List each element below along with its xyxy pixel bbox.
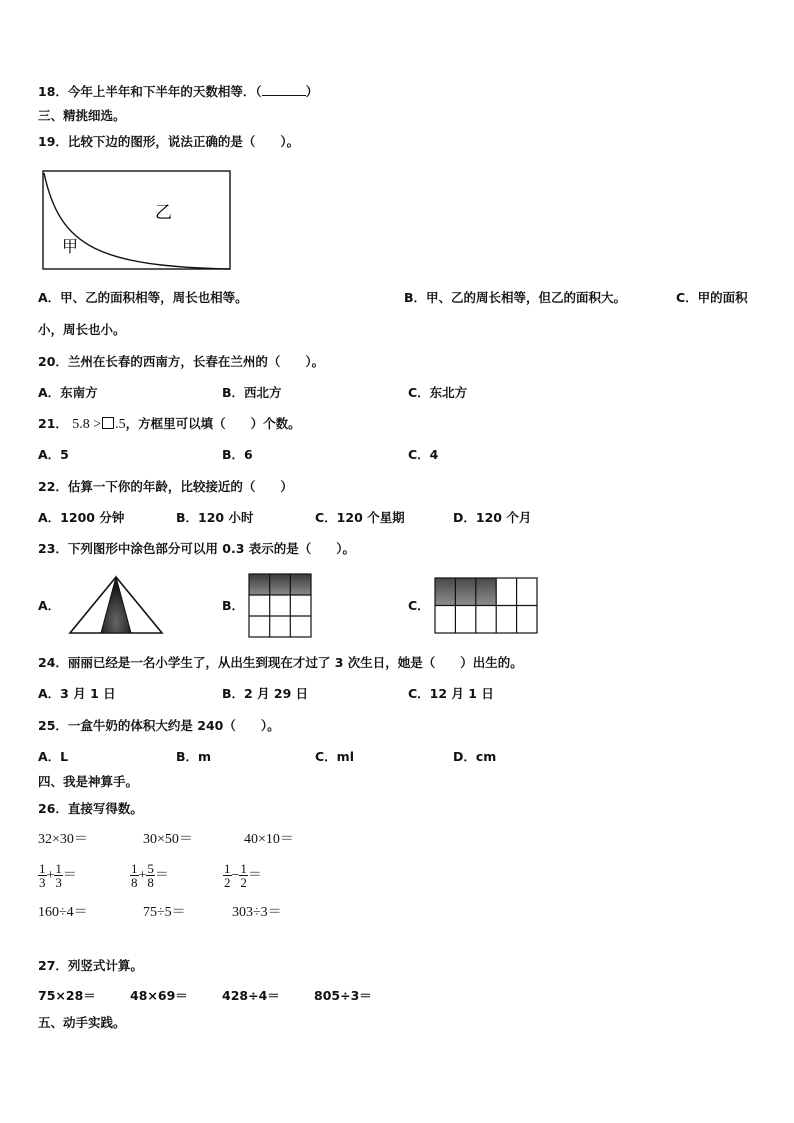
option-20-c[interactable]: C．东北方 bbox=[408, 385, 468, 400]
question-text: 丽丽已经是一名小学生了，从出生到现在才过了 3 次生日，她是（ ）出生的。 bbox=[67, 655, 523, 670]
option-20-b[interactable]: B．西北方 bbox=[222, 385, 282, 400]
option-22-c[interactable]: C．120 个星期 bbox=[315, 510, 405, 525]
grid-shaded-cells bbox=[435, 578, 496, 605]
vertical-calc-1: 75×28＝ bbox=[38, 988, 96, 1003]
question-number: 24． bbox=[38, 655, 68, 670]
label-yi: 乙 bbox=[155, 203, 172, 223]
grid-shaded-row bbox=[249, 574, 311, 595]
vertical-calc-2: 48×69＝ bbox=[130, 988, 188, 1003]
inequality-left: 5.8 > bbox=[72, 417, 102, 432]
label-jia: 甲 bbox=[62, 237, 79, 256]
option-20-a[interactable]: A．东南方 bbox=[38, 385, 98, 400]
vertical-calc-4: 805÷3＝ bbox=[314, 988, 372, 1003]
option-21-a[interactable]: A．5 bbox=[38, 447, 69, 462]
option-25-c[interactable]: C．ml bbox=[315, 749, 354, 764]
question-22 bbox=[38, 479, 293, 495]
question-21 bbox=[38, 416, 301, 433]
calc-75div5: 75÷5＝ bbox=[143, 905, 186, 920]
inequality-right: .5 bbox=[115, 417, 126, 432]
question-18: 18．今年上半年和下半年的天数相等．（ ） bbox=[38, 84, 319, 99]
question-number: 21． bbox=[38, 416, 68, 431]
blank-square-icon bbox=[102, 417, 114, 429]
calc-40x10: 40×10＝ bbox=[244, 832, 294, 847]
question-text: ，方框里可以填（ ）个数。 bbox=[125, 416, 301, 431]
question-text: 一盒牛奶的体积大约是 240（ ）。 bbox=[67, 718, 280, 733]
option-21-c[interactable]: C．4 bbox=[408, 447, 439, 462]
option-23-c[interactable]: C． bbox=[408, 598, 430, 613]
calc-fraction-1: $\frac{1}{3}$ + $\frac{1}{3}$ ＝ bbox=[39, 861, 77, 891]
question-text: 今年上半年和下半年的天数相等．（ bbox=[67, 84, 262, 99]
calc-30x50: 30×50＝ bbox=[143, 832, 193, 847]
question-26 bbox=[38, 801, 143, 817]
vertical-calc-3: 428÷4＝ bbox=[222, 988, 280, 1003]
option-23-b[interactable]: B． bbox=[222, 598, 245, 613]
option-24-a[interactable]: A．3 月 1 日 bbox=[38, 686, 116, 701]
grid-3x3-figure bbox=[248, 573, 312, 639]
section-3-heading: 三、精挑细选。 bbox=[38, 108, 126, 123]
question-text: 直接写得数。 bbox=[67, 801, 143, 816]
answer-blank[interactable] bbox=[262, 83, 306, 96]
question-number: 26． bbox=[38, 801, 68, 816]
option-22-b[interactable]: B．120 小时 bbox=[176, 510, 254, 525]
question-20 bbox=[38, 354, 324, 370]
rectangle-curve-figure bbox=[40, 168, 234, 274]
question-text: 兰州在长春的西南方，长春在兰州的（ ）。 bbox=[67, 354, 325, 369]
option-19-b[interactable]: B．甲、乙的周长相等，但乙的面积大。 bbox=[404, 290, 627, 305]
question-number: 20． bbox=[38, 354, 68, 369]
question-number: 25． bbox=[38, 718, 68, 733]
question-27 bbox=[38, 958, 143, 974]
question-text: 比较下边的图形，说法正确的是（ ）。 bbox=[67, 134, 300, 149]
option-24-c[interactable]: C．12 月 1 日 bbox=[408, 686, 494, 701]
question-number: 22． bbox=[38, 479, 68, 494]
calc-fraction-3: $\frac{1}{2}$ − $\frac{1}{2}$ ＝ bbox=[224, 861, 262, 891]
option-22-a[interactable]: A．1200 分钟 bbox=[38, 510, 125, 525]
option-24-b[interactable]: B．2 月 29 日 bbox=[222, 686, 309, 701]
grid-2x5-figure bbox=[433, 576, 541, 636]
question-text: 列竖式计算。 bbox=[67, 958, 143, 973]
option-25-a[interactable]: A．L bbox=[38, 749, 69, 764]
option-22-d[interactable]: D．120 个月 bbox=[453, 510, 532, 525]
option-25-b[interactable]: B．m bbox=[176, 749, 212, 764]
question-25 bbox=[38, 718, 280, 734]
triangle-figure bbox=[68, 574, 164, 636]
question-number: 23． bbox=[38, 541, 68, 556]
triangle-shaded-part bbox=[101, 577, 131, 633]
option-23-a[interactable]: A． bbox=[38, 598, 61, 613]
calc-303div3: 303÷3＝ bbox=[232, 905, 282, 920]
calc-32x30: 32×30＝ bbox=[38, 832, 88, 847]
question-19 bbox=[38, 134, 299, 150]
question-number: 18． bbox=[38, 84, 68, 99]
question-number: 27． bbox=[38, 958, 68, 973]
calc-160div4: 160÷4＝ bbox=[38, 905, 88, 920]
option-25-d[interactable]: D．cm bbox=[453, 749, 497, 764]
option-19-c-continued: 小，周长也小。 bbox=[38, 322, 126, 337]
calc-fraction-2: $\frac{1}{8}$ + $\frac{5}{8}$ ＝ bbox=[131, 861, 169, 891]
option-21-b[interactable]: B．6 bbox=[222, 447, 253, 462]
option-19-a[interactable]: A．甲、乙的面积相等，周长也相等。 bbox=[38, 290, 248, 305]
question-number: 19． bbox=[38, 134, 68, 149]
question-text: 下列图形中涂色部分可以用 0.3 表示的是（ ）。 bbox=[67, 541, 356, 556]
question-text: 估算一下你的年龄，比较接近的（ ） bbox=[67, 479, 293, 494]
section-5-heading: 五、动手实践。 bbox=[38, 1015, 126, 1030]
question-24 bbox=[38, 655, 523, 671]
question-23 bbox=[38, 541, 355, 557]
option-19-c[interactable]: C．甲的面积 bbox=[676, 290, 748, 305]
section-4-heading: 四、我是神算手。 bbox=[38, 774, 139, 789]
